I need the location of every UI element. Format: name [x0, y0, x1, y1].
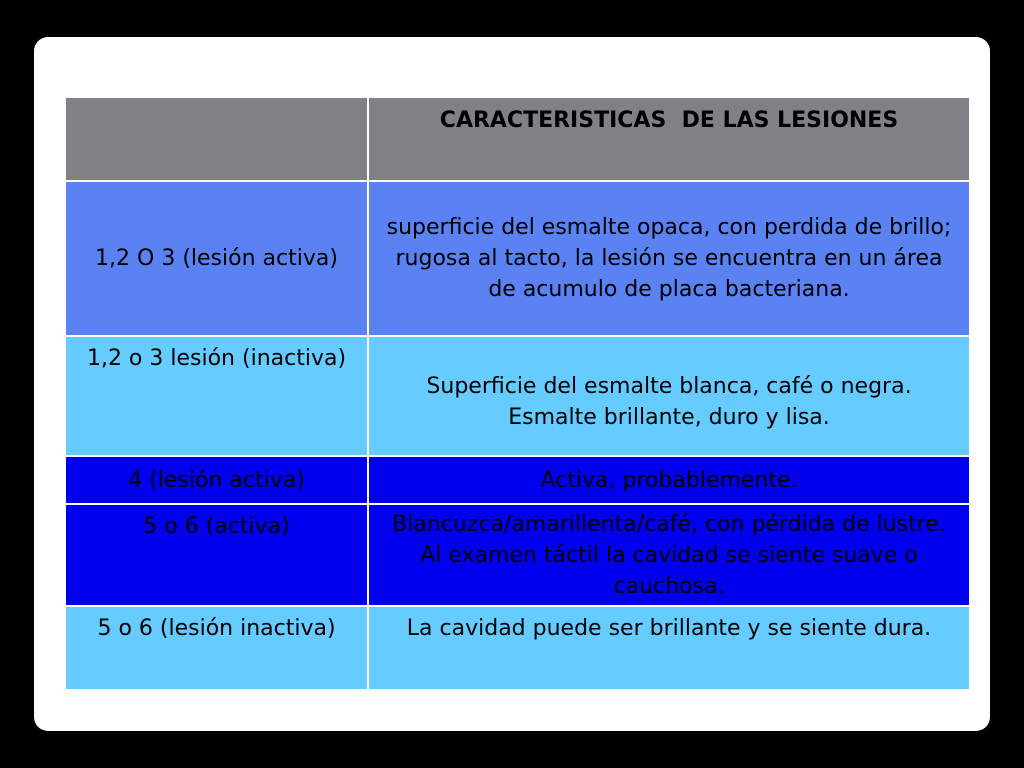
table-row: [65, 606, 970, 690]
description-cell: Activa, probablemente.: [368, 456, 970, 504]
score-cell: 1,2 o 3 lesión (inactiva): [65, 336, 368, 456]
description-cell: Blancuzca/amarillenta/café, con pérdida de lustre. Al examen táctil la cavidad se siente suave o cauchosa.: [368, 504, 970, 606]
header-cell-characteristics: CARACTERISTICAS DE LAS LESIONES: [368, 97, 970, 181]
table-row: [65, 504, 970, 606]
header-cell-empty: [65, 97, 368, 181]
table-row: [65, 336, 970, 456]
score-cell: 5 o 6 (lesión inactiva): [65, 606, 368, 690]
score-cell: 5 o 6 (activa): [65, 504, 368, 606]
table-header-row: [65, 97, 970, 181]
table-row: [65, 456, 970, 504]
description-cell: superficie del esmalte opaca, con perdida de brillo; rugosa al tacto, la lesión se encuentra en un área de acumulo de placa bacteriana.: [368, 181, 970, 336]
table-row: [65, 181, 970, 336]
description-cell: Superficie del esmalte blanca, café o negra. Esmalte brillante, duro y lisa.: [368, 336, 970, 456]
lesion-table: [64, 96, 971, 691]
slide: [34, 37, 990, 731]
description-cell: La cavidad puede ser brillante y se siente dura.: [368, 606, 970, 690]
score-cell: 1,2 O 3 (lesión activa): [65, 181, 368, 336]
score-cell: 4 (lesión activa): [65, 456, 368, 504]
